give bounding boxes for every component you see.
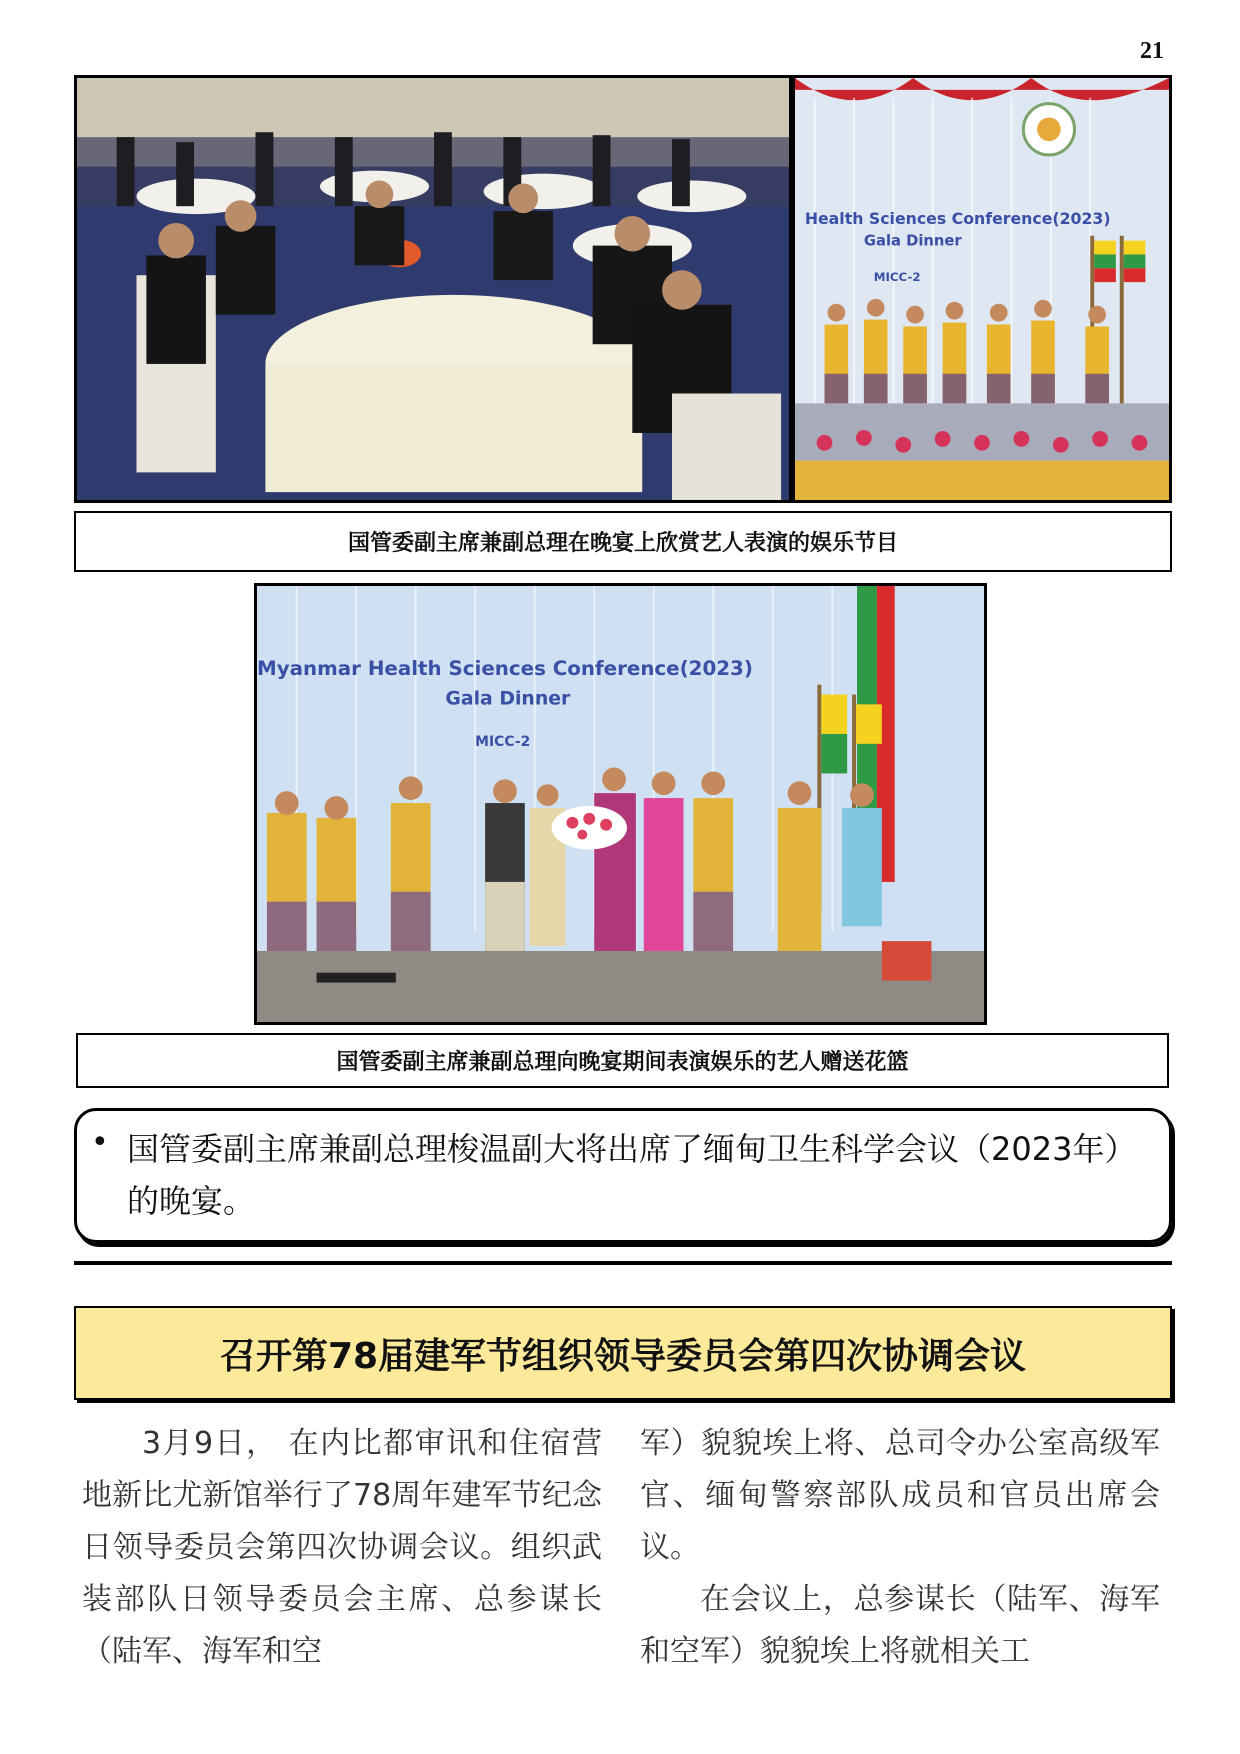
- dance-photo: [792, 75, 1172, 503]
- summary-box: [74, 1108, 1172, 1243]
- dinner-photo: [74, 75, 792, 503]
- gift-banner-line2: Gala Dinner: [445, 688, 571, 710]
- bullet-icon: •: [91, 1125, 109, 1160]
- section-divider: [74, 1261, 1172, 1265]
- article-right-column: [640, 1418, 1160, 1678]
- dance-banner-line2: Gala Dinner: [863, 232, 962, 250]
- article-headline: 召开第78届建军节组织领导委员会第四次协调会议: [74, 1306, 1172, 1400]
- summary-text: 国管委副主席兼副总理梭温副大将出席了缅甸卫生科学会议（2023年）的晚宴。: [127, 1130, 1137, 1220]
- gift-banner-venue: MICC-2: [475, 733, 531, 750]
- article-paragraph-1: 3月9日， 在内比都审讯和住宿营地新比尤新馆举行了78周年建军节纪念日领导委员会第四次协调会议。组织武装部队日领导委员会主席、总参谋长（陆军、海军和空: [82, 1426, 602, 1669]
- dance-banner-venue: MICC-2: [873, 270, 921, 285]
- gift-banner-line1: Myanmar Health Sciences Conference(2023): [257, 656, 753, 680]
- photo-caption-2: 国管委副主席兼副总理向晚宴期间表演娱乐的艺人赠送花篮: [76, 1033, 1169, 1088]
- page-number: 21: [1140, 38, 1164, 64]
- article-left-column: [82, 1418, 602, 1678]
- photo-caption-1: 国管委副主席兼副总理在晚宴上欣赏艺人表演的娱乐节目: [74, 511, 1172, 572]
- article-paragraph-2: 在会议上，总参谋长（陆军、海军和空军）貌貌埃上将就相关工: [640, 1582, 1160, 1669]
- flower-basket-photo: [254, 583, 987, 1025]
- article-paragraph-1-continued: 军）貌貌埃上将、总司令办公室高级军官、缅甸警察部队成员和官员出席会议。: [640, 1426, 1160, 1565]
- dance-banner-line1: Health Sciences Conference(2023): [804, 208, 1111, 228]
